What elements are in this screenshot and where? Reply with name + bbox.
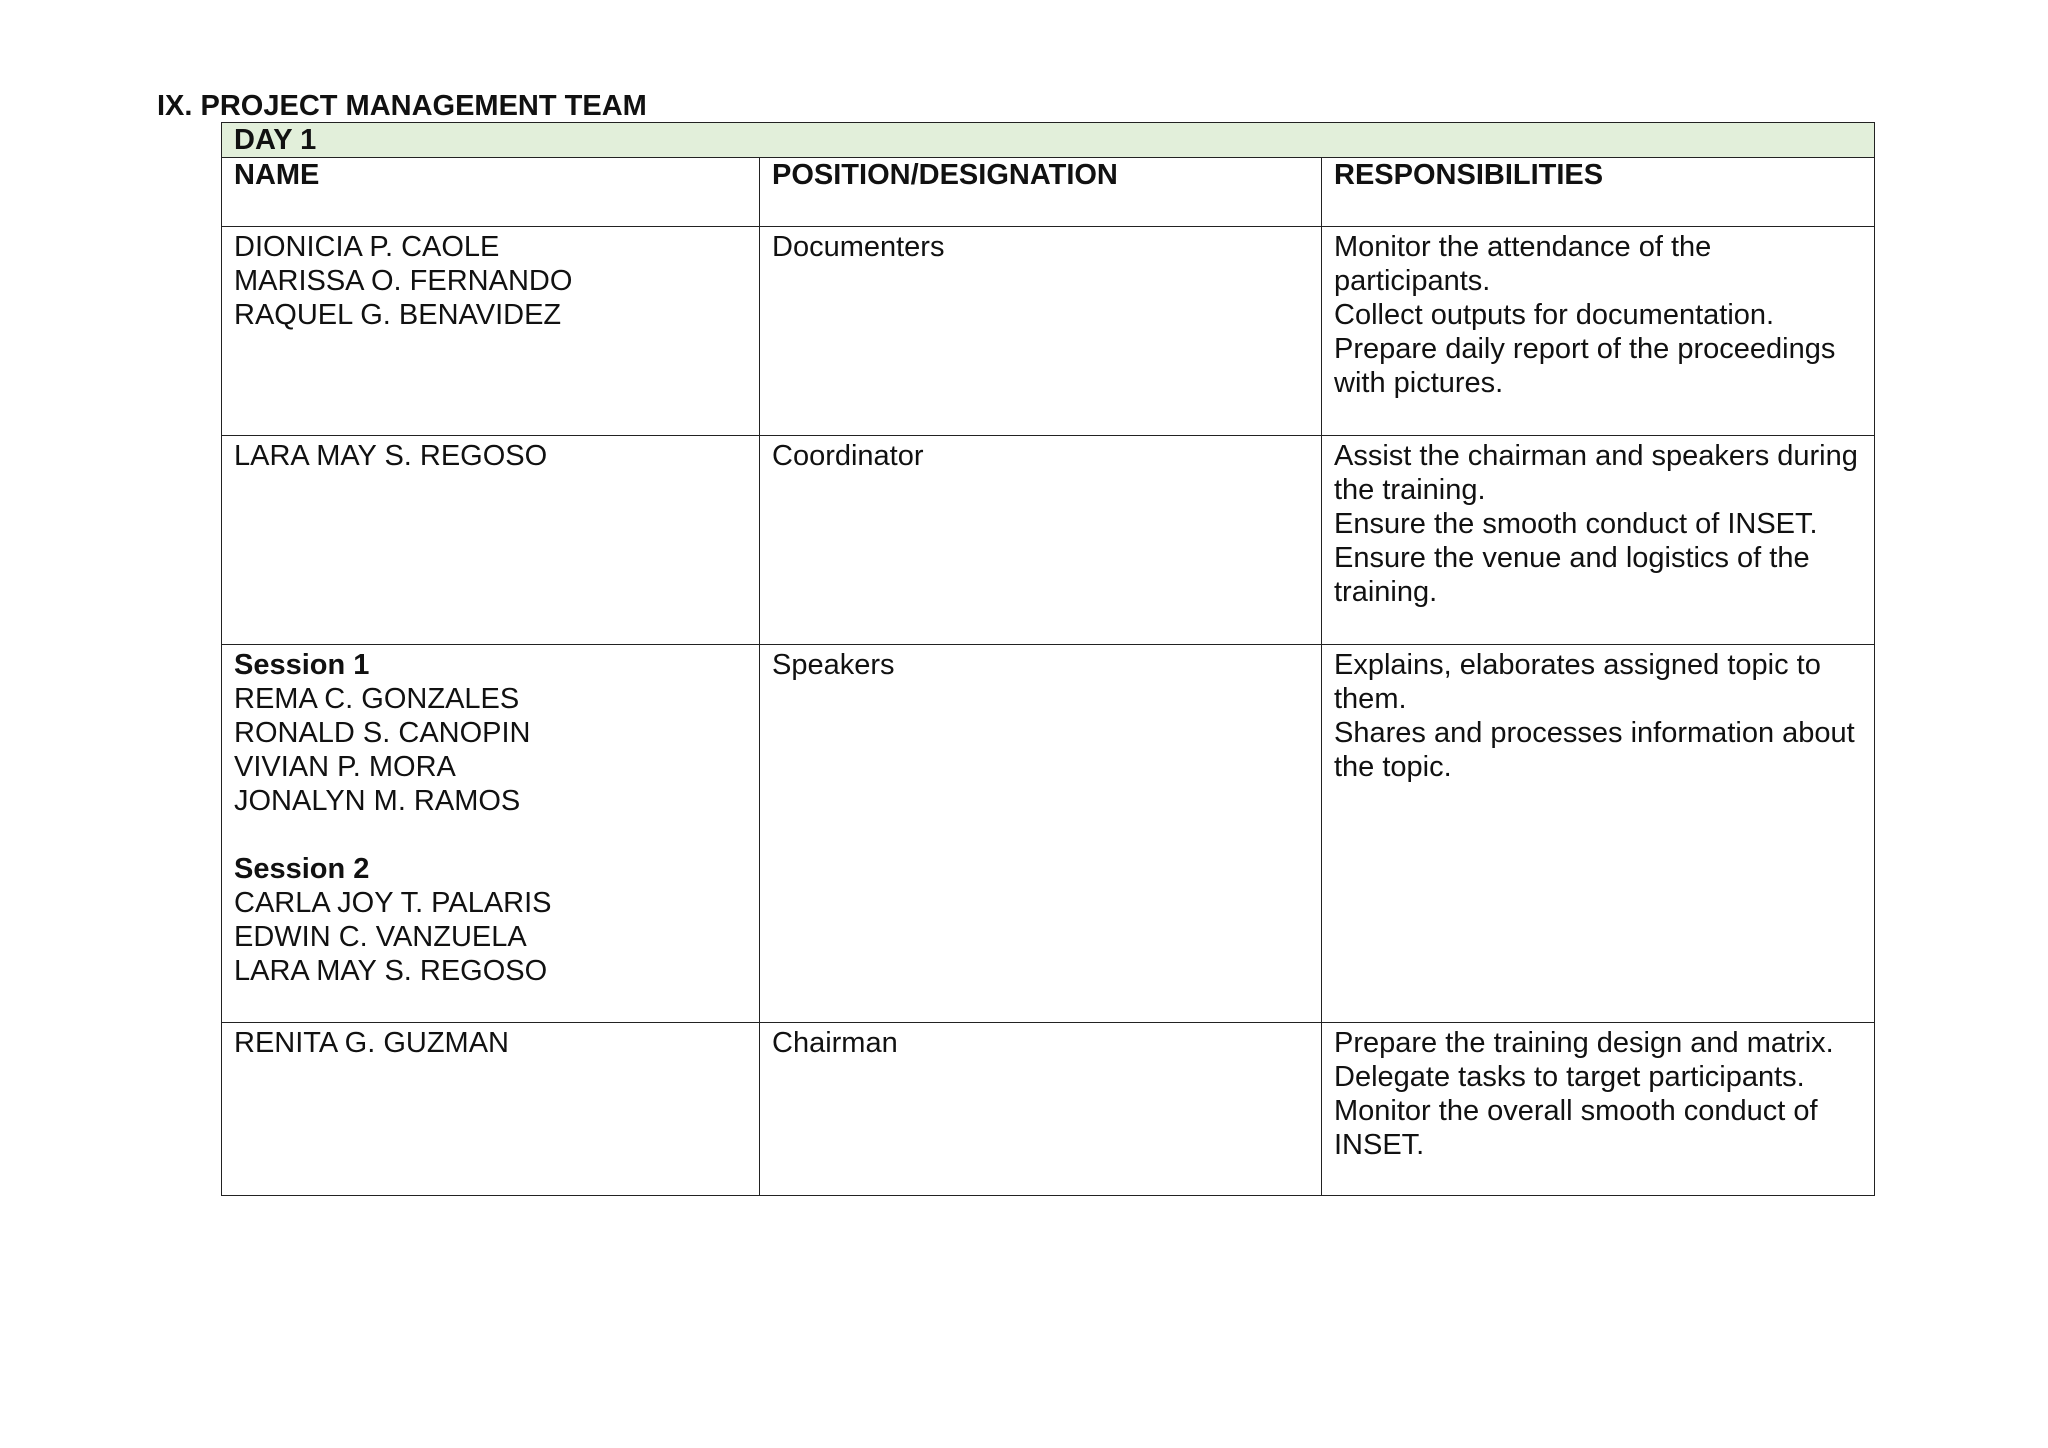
project-management-team-table — [221, 122, 1875, 1196]
member-name: JONALYN M. RAMOS — [234, 785, 521, 817]
member-name: MARISSA O. FERNANDO — [234, 265, 573, 297]
member-name: REMA C. GONZALES — [234, 683, 520, 715]
member-name: RONALD S. CANOPIN — [234, 717, 531, 749]
column-header-position: POSITION/DESIGNATION — [760, 158, 1322, 227]
section-heading: IX. PROJECT MANAGEMENT TEAM — [157, 90, 647, 122]
member-name: CARLA JOY T. PALARIS — [234, 887, 552, 919]
member-name: VIVIAN P. MORA — [234, 751, 456, 783]
session-spacer — [234, 818, 747, 852]
position-text: Documenters — [772, 231, 945, 263]
day-label: DAY 1 — [222, 123, 1875, 158]
position-cell — [760, 645, 1322, 1023]
responsibilities-cell — [1322, 227, 1875, 436]
responsibility-item: Prepare the training design and matrix. — [1334, 1027, 1834, 1059]
column-header-responsibilities: RESPONSIBILITIES — [1322, 158, 1875, 227]
session-label: Session 2 — [234, 853, 370, 885]
responsibility-item: Shares and processes information about the topic. — [1334, 717, 1855, 783]
member-name: RENITA G. GUZMAN — [234, 1027, 509, 1059]
position-cell — [760, 436, 1322, 645]
member-name: LARA MAY S. REGOSO — [234, 955, 548, 987]
responsibility-item: Explains, elaborates assigned topic to them. — [1334, 649, 1821, 715]
member-name: EDWIN C. VANZUELA — [234, 921, 527, 953]
name-cell — [222, 436, 760, 645]
table-row — [222, 227, 1875, 436]
responsibility-item: Ensure the venue and logistics of the training. — [1334, 542, 1810, 608]
responsibilities-cell — [1322, 436, 1875, 645]
position-cell — [760, 1023, 1322, 1196]
responsibility-item: Collect outputs for documentation. — [1334, 299, 1775, 331]
session-label: Session 1 — [234, 649, 370, 681]
column-header-name: NAME — [222, 158, 760, 227]
responsibilities-cell — [1322, 645, 1875, 1023]
name-cell — [222, 227, 760, 436]
position-text: Coordinator — [772, 440, 924, 472]
responsibilities-cell — [1322, 1023, 1875, 1196]
responsibility-item: Monitor the overall smooth conduct of INSET. — [1334, 1095, 1818, 1161]
name-cell — [222, 1023, 760, 1196]
member-name: DIONICIA P. CAOLE — [234, 231, 500, 263]
responsibility-item: Ensure the smooth conduct of INSET. — [1334, 508, 1818, 540]
position-text: Speakers — [772, 649, 895, 681]
member-name: LARA MAY S. REGOSO — [234, 440, 548, 472]
responsibility-item: Prepare daily report of the proceedings with pictures. — [1334, 333, 1836, 399]
position-text: Chairman — [772, 1027, 898, 1059]
position-cell — [760, 227, 1322, 436]
member-name: RAQUEL G. BENAVIDEZ — [234, 299, 562, 331]
column-header-row — [222, 158, 1875, 227]
table-row — [222, 1023, 1875, 1196]
responsibility-item: Monitor the attendance of the participants. — [1334, 231, 1712, 297]
table-row — [222, 645, 1875, 1023]
responsibility-item: Delegate tasks to target participants. — [1334, 1061, 1805, 1093]
name-cell — [222, 645, 760, 1023]
table-row — [222, 436, 1875, 645]
day-row — [222, 123, 1875, 158]
responsibility-item: Assist the chairman and speakers during the training. — [1334, 440, 1858, 506]
